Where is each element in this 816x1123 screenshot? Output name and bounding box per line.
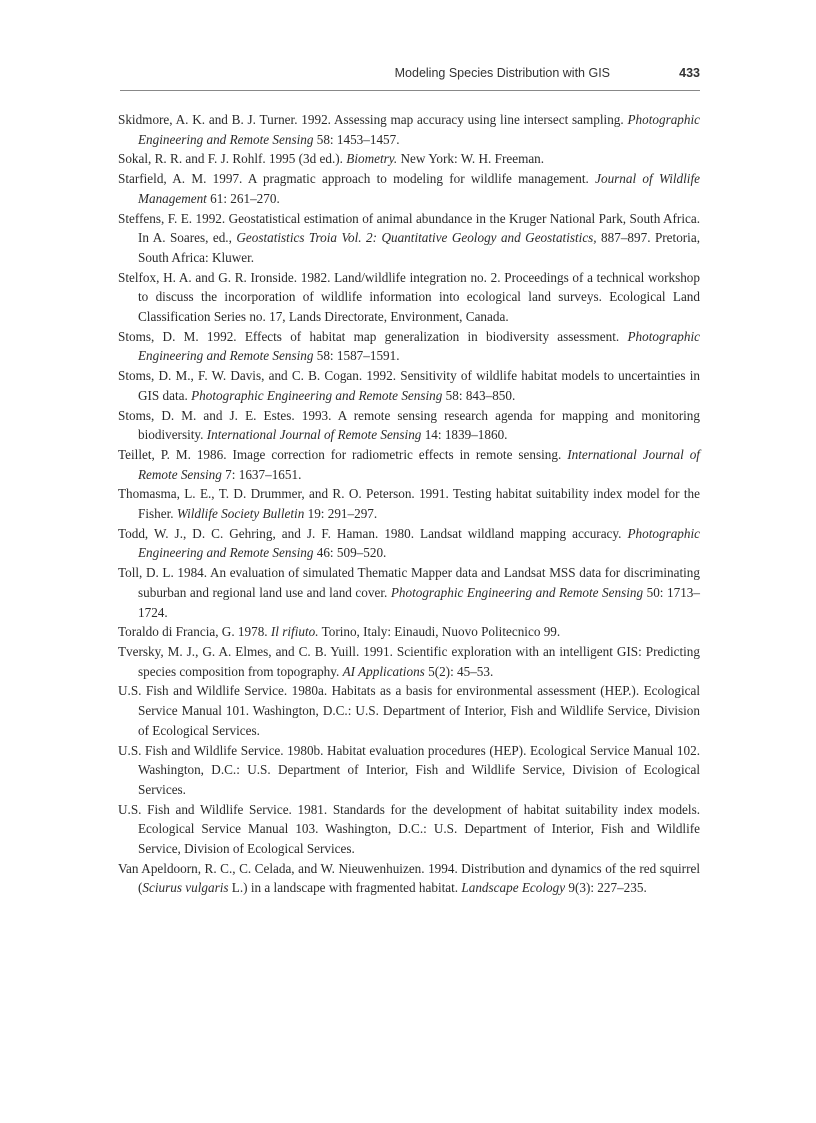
reference-text: 61: 261–270.: [206, 190, 280, 206]
reference-title: Biometry.: [346, 151, 398, 167]
reference-text: 887–897. Pretoria, South Africa: Kluwer.: [138, 230, 700, 265]
reference-text: Stoms, D. M. 1992. Effects of habitat map generalization in biodiversity assessment.: [118, 328, 628, 344]
reference-entry: [118, 681, 700, 740]
reference-text: Van Apeldoorn, R. C., C. Celada, and W. Nieuwenhuizen. 1994. Distribution and dynamics of the red squirrel (: [118, 860, 700, 896]
reference-entry: [118, 859, 700, 898]
reference-title: International Journal of Remote Sensing: [138, 446, 700, 482]
reference-text: Tversky, M. J., G. A. Elmes, and C. B. Yuill. 1991. Scientific exploration with an intelligent GIS: Predicting species composition from topography.: [118, 643, 700, 679]
reference-text: 9(3): 227–235.: [565, 880, 647, 896]
reference-entry: [118, 406, 700, 445]
reference-text: Stelfox, H. A. and G. R. Ironside. 1982. Land/wildlife integration no. 2. Proceedings of a technical workshop to discuss the incorporation of wildlife information into ecological land surveys. Ecological Land Classification Series no. 17, Lands Directorate, Environment, Canada.: [118, 269, 700, 325]
reference-entry: [118, 445, 700, 484]
reference-text: U.S. Fish and Wildlife Service. 1981. Standards for the development of habitat suitability index models. Ecological Service Manual 103. Washington, D.C.: U.S. Department of Interior, Fish and Wildlife Service, Division of Ecological Services.: [118, 801, 700, 857]
page-number: 433: [679, 66, 700, 80]
reference-title: Photographic Engineering and Remote Sensing: [138, 525, 700, 561]
reference-title: Journal of Wildlife Management: [138, 171, 700, 206]
reference-entry: [118, 327, 700, 366]
reference-entry: [118, 149, 700, 169]
reference-text: 58: 843–850.: [442, 387, 516, 403]
reference-title: Il rifiuto.: [270, 624, 319, 640]
running-title: Modeling Species Distribution with GIS: [394, 66, 610, 80]
reference-entry: [118, 741, 700, 800]
reference-text: U.S. Fish and Wildlife Service. 1980a. Habitats as a basis for environmental assessment (HEP.). Ecological Service Manual 101. Washington, D.C.: U.S. Department of Interior, Fish and Wildlife Service, Division of Ecological Services.: [118, 683, 700, 738]
reference-entry: [118, 622, 700, 642]
reference-text: 14: 1839–1860.: [421, 427, 508, 443]
reference-text: 50: 1713–1724.: [138, 584, 700, 620]
reference-text: 58: 1453–1457.: [313, 131, 400, 147]
reference-title: Photographic Engineering and Remote Sensing: [191, 387, 443, 403]
reference-title: Geostatistics Troia Vol. 2: Quantitative Geology and Geostatistics,: [236, 230, 597, 246]
header-rule: [120, 90, 700, 91]
reference-entry: [118, 642, 700, 681]
reference-text: L.) in a landscape with fragmented habitat.: [228, 880, 462, 896]
reference-title: Photographic Engineering and Remote Sensing: [138, 328, 700, 364]
reference-text: Thomasma, L. E., T. D. Drummer, and R. O. Peterson. 1991. Testing habitat suitability index model for the Fisher.: [118, 486, 700, 522]
reference-title: Sciurus vulgaris: [142, 880, 229, 896]
reference-text: Starfield, A. M. 1997. A pragmatic approach to modeling for wildlife management.: [118, 171, 596, 187]
reference-text: 7: 1637–1651.: [221, 466, 302, 482]
reference-text: 58: 1587–1591.: [313, 348, 400, 364]
reference-text: Skidmore, A. K. and B. J. Turner. 1992. Assessing map accuracy using line intersect sampling.: [118, 112, 628, 127]
reference-entry: [118, 268, 700, 327]
reference-text: Stoms, D. M. and J. E. Estes. 1993. A remote sensing research agenda for mapping and monitoring biodiversity.: [118, 407, 700, 443]
reference-list: [118, 110, 700, 898]
reference-text: Steffens, F. E. 1992. Geostatistical estimation of animal abundance in the Kruger National Park, South Africa. In A. Soares, ed.,: [118, 210, 700, 246]
reference-entry: [118, 366, 700, 405]
reference-entry: [118, 800, 700, 859]
reference-text: U.S. Fish and Wildlife Service. 1980b. Habitat evaluation procedures (HEP). Ecological Service Manual 102. Washington, D.C.: U.S. Department of Interior, Fish and Wildlife Service, Division of Ecological Services.: [118, 742, 700, 797]
reference-text: Stoms, D. M., F. W. Davis, and C. B. Cogan. 1992. Sensitivity of wildlife habitat models to uncertainties in GIS data.: [118, 368, 700, 403]
reference-text: 5(2): 45–53.: [424, 663, 494, 679]
reference-entry: [118, 209, 700, 268]
reference-text: Sokal, R. R. and F. J. Rohlf. 1995 (3d ed.).: [118, 151, 347, 167]
reference-text: Teillet, P. M. 1986. Image correction for radiometric effects in remote sensing.: [118, 446, 568, 462]
reference-entry: [118, 524, 700, 563]
reference-text: Todd, W. J., D. C. Gehring, and J. F. Haman. 1980. Landsat wildland mapping accuracy.: [118, 525, 628, 541]
reference-title: International Journal of Remote Sensing: [206, 427, 422, 443]
reference-title: Wildlife Society Bulletin: [176, 506, 305, 522]
reference-title: Photographic Engineering and Remote Sensing: [390, 584, 644, 600]
reference-text: 19: 291–297.: [304, 506, 378, 522]
reference-text: Torino, Italy: Einaudi, Nuovo Politecnico 99.: [318, 624, 561, 640]
reference-text: Toll, D. L. 1984. An evaluation of simulated Thematic Mapper data and Landsat MSS data for discriminating suburban and regional land use and land cover.: [118, 565, 700, 600]
running-head: [120, 66, 700, 84]
reference-text: New York: W. H. Freeman.: [397, 151, 545, 167]
reference-title: Landscape Ecology: [461, 880, 566, 896]
reference-entry: [118, 563, 700, 622]
reference-text: 46: 509–520.: [313, 545, 387, 561]
reference-entry: [118, 169, 700, 208]
reference-text: Toraldo di Francia, G. 1978.: [118, 624, 271, 640]
reference-entry: [118, 110, 700, 149]
reference-entry: [118, 484, 700, 523]
reference-title: AI Applications: [342, 663, 425, 679]
reference-title: Photographic Engineering and Remote Sensing: [138, 112, 700, 147]
